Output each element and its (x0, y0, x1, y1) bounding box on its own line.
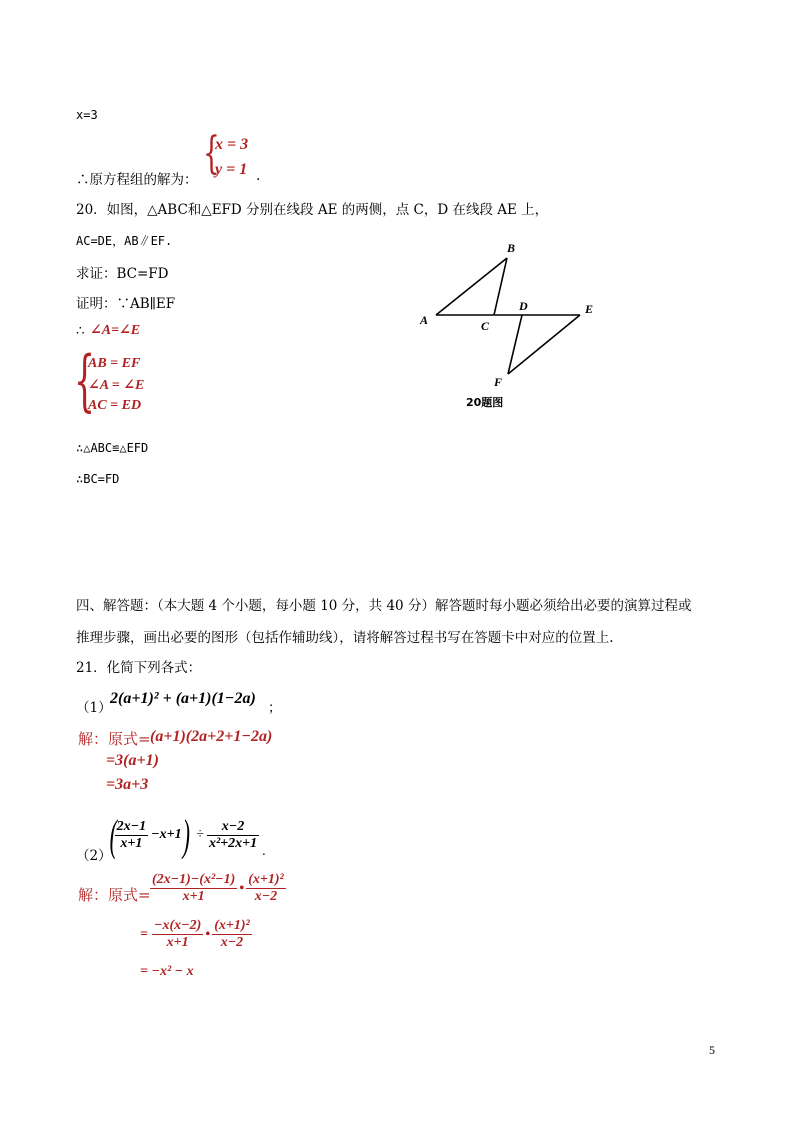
p2-sol-l1-num: (2x−1)−(x²−1) (152, 872, 236, 887)
q20-prove: 求证：BC=FD (76, 266, 169, 282)
p1-sol-line1: (a+1)(2a+2+1−2a) (150, 728, 273, 745)
p2-frac1-den: x+1 (115, 835, 148, 852)
divide-sign: ÷ (196, 827, 204, 842)
label-b: B (507, 241, 516, 255)
section4-heading-line1: 四、解答题：（本大题 4 个小题，每小题 10 分，共 40 分）解答题时每小题必须给出必要的演算过程或 (76, 598, 692, 614)
p2-sol-l2b-den: x−2 (212, 934, 252, 951)
p2-mid: −x+1 (151, 827, 182, 842)
mult-dot: • (205, 926, 211, 942)
sys-line-1: AB = EF (88, 356, 141, 371)
system-brace-icon: { (203, 128, 220, 179)
label-c: C (481, 319, 490, 333)
section4-heading-line2: 推理步骤，画出必要的图形（包括作辅助线），请将解答过程书写在答题卡中对应的位置上. (76, 630, 614, 646)
solution-period: . (256, 168, 261, 184)
p1-sol-line2: =3(a+1) (106, 752, 159, 769)
q20-given: AC=DE，AB∥EF. (76, 234, 173, 248)
system-brace-icon: { (74, 342, 95, 419)
p2-sol-l2-den: x+1 (152, 934, 203, 951)
q20-congruent: ∴△ABC≌△EFD (76, 441, 149, 455)
p2-sol-l1b-num: (x+1)² (248, 872, 284, 887)
q20-angle-step: ∠A=∠E (90, 323, 141, 338)
p1-label: （1） (76, 700, 112, 716)
sys-line-3: AC = ED (88, 398, 142, 413)
q20-therefore: ∴ (76, 323, 85, 339)
q20-intro: 20．如图，△ABC和△EFD 分别在线段 AE 的两侧，点 C，D 在线段 AE 上， (76, 202, 549, 218)
system-x: x = 3 (215, 136, 249, 153)
p1-sol-line3: =3a+3 (106, 776, 149, 793)
left-paren-icon: ( (109, 810, 117, 860)
p2-frac2-den: x²+2x+1 (208, 835, 258, 851)
system-y: y = 1 (215, 161, 248, 178)
p2-frac1-num: 2x−1 (116, 818, 147, 834)
p2-sol-line3: = −x² − x (140, 964, 194, 979)
segment-ef (508, 315, 580, 374)
figure-caption: 20题图 (466, 396, 504, 409)
p2-end: . (262, 844, 266, 859)
right-paren-icon: ) (182, 810, 190, 860)
geometry-figure (410, 238, 610, 418)
p1-end: ； (268, 700, 282, 716)
label-e: E (585, 302, 594, 316)
mult-dot: • (239, 880, 245, 896)
label-a: A (420, 313, 429, 327)
p2-label: （2） (76, 848, 112, 864)
sys-line-2: ∠A = ∠E (88, 378, 145, 393)
p2-expression (106, 810, 266, 860)
p2-frac2-num: x−2 (221, 818, 245, 834)
p2-sol-line2 (140, 918, 252, 951)
solution-label: ∴原方程组的解为： (76, 172, 198, 188)
p2-sol-l1-den: x+1 (150, 888, 237, 905)
q20-proof-start: 证明：∵AB∥EF (76, 296, 176, 312)
p2-sol-l1b-den: x−2 (246, 888, 286, 905)
p1-expression: 2(a+1)² + (a+1)(1−2a) (110, 690, 256, 707)
q21-title: 21．化简下列各式： (76, 660, 202, 676)
p2-sol-l2-num: −x(x−2) (153, 918, 202, 933)
label-f: F (494, 375, 503, 389)
p2-sol-l2b-num: (x+1)² (214, 918, 250, 933)
p1-sol-lead: 解：原式= (78, 730, 151, 748)
page-number: 5 (709, 1043, 715, 1057)
p2-sol-line1 (150, 872, 286, 905)
q20-conclusion: ∴BC=FD (76, 472, 120, 486)
p2-frac1 (115, 819, 148, 852)
x-value-line: x=3 (76, 108, 98, 122)
p2-sol-lead: 解：原式= (78, 886, 151, 904)
label-d: D (519, 299, 528, 313)
p2-frac2 (207, 819, 259, 852)
equals-sign: = (140, 926, 148, 942)
